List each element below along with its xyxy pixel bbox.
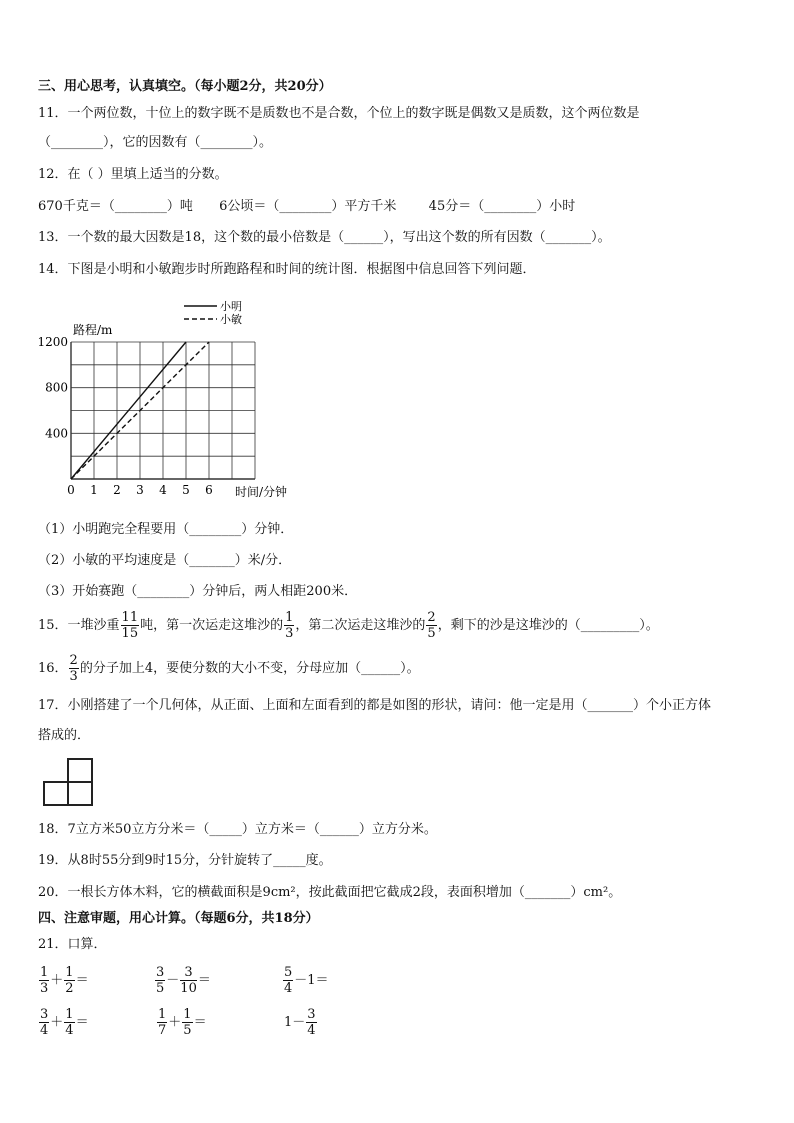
fraction-denominator: 7 — [158, 1023, 167, 1038]
q12-line2 — [38, 199, 575, 215]
x-tick-label: 5 — [182, 483, 190, 497]
q15-post: ，剩下的沙是这堆沙的（_________）。 — [437, 618, 659, 633]
legend-label-1: 小明 — [220, 300, 242, 313]
q14-text: 14．下图是小明和小敏跑步时所跑路程和时间的统计图．根据图中信息回答下列问题． — [38, 262, 536, 277]
fraction-numerator: 2 — [427, 610, 436, 625]
section-3-title: 三、用心思考，认真填空。（每小题2分，共20分） — [38, 79, 332, 94]
plus-sign: ＋ — [50, 1015, 64, 1030]
q20-text: 20．一根长方体木料，它的横截面积是9cm²，按此截面把它截成2段，表面积增加（_______）cm²。 — [38, 885, 622, 900]
q15-fraction-weight — [121, 610, 140, 641]
fraction — [180, 965, 197, 996]
q14-sub2: （2）小敏的平均速度是（_______）米/分． — [38, 553, 292, 568]
q21-item-6 — [284, 1004, 318, 1042]
fraction-denominator: 5 — [427, 626, 436, 641]
x-tick-label: 0 — [67, 483, 75, 497]
q15-mid2: ，第二次运走这堆沙的 — [295, 618, 426, 633]
q14-sub1: （1）小明跑完全程要用（________）分钟． — [38, 522, 294, 537]
q15-mid1: 吨，第一次运走这堆沙的 — [140, 618, 284, 633]
q16-pre: 16． — [38, 661, 68, 676]
distance-time-chart — [34, 296, 334, 506]
q15-fraction-first — [284, 610, 294, 641]
y-tick-label: 1200 — [37, 335, 68, 349]
fraction-denominator: 4 — [65, 1023, 74, 1038]
cube-top — [67, 758, 93, 783]
fraction-denominator: 15 — [121, 626, 139, 641]
q19-text: 19．从8时55分到9时15分，分针旋转了_____度。 — [38, 853, 332, 868]
x-tick-label: 3 — [136, 483, 144, 497]
fraction — [182, 1007, 192, 1038]
equals-sign: ＝ — [193, 1015, 207, 1030]
fraction-denominator: 5 — [156, 981, 165, 996]
fraction-denominator: 3 — [69, 669, 78, 684]
x-tick-label: 1 — [90, 483, 98, 497]
q21-title: 21．口算． — [38, 937, 107, 952]
fraction — [306, 1007, 316, 1038]
fraction-numerator: 2 — [69, 653, 78, 668]
fraction — [155, 965, 165, 996]
fraction-numerator: 3 — [40, 1007, 49, 1022]
fraction — [64, 965, 74, 996]
fraction — [39, 1007, 49, 1038]
equals-sign: ＝ — [75, 1015, 89, 1030]
fraction-numerator: 1 — [158, 1007, 167, 1022]
fraction-denominator: 4 — [40, 1023, 49, 1038]
fraction-denominator: 4 — [307, 1023, 316, 1038]
fraction-numerator: 11 — [121, 610, 139, 625]
x-tick-label: 4 — [159, 483, 167, 497]
fraction-numerator: 1 — [65, 1007, 74, 1022]
cube-bottom-left — [43, 781, 69, 806]
chart-grid — [71, 342, 255, 479]
minus-sign: － — [166, 973, 180, 988]
fraction-numerator: 3 — [156, 965, 165, 980]
q13-text: 13．一个数的最大因数是18，这个数的最小倍数是（______），写出这个数的所有因数（_______）。 — [38, 230, 611, 245]
fraction-numerator: 3 — [307, 1007, 316, 1022]
q16-line — [38, 651, 420, 687]
fraction-numerator: 1 — [285, 610, 294, 625]
q14-sub3: （3）开始赛跑（________）分钟后，两人相距200米． — [38, 584, 358, 599]
fraction-numerator: 5 — [284, 965, 293, 980]
q18-text: 18．7立方米50立方分米＝（_____）立方米＝（______）立方分米。 — [38, 822, 437, 837]
equals-sign: ＝ — [75, 973, 89, 988]
q21-item-4 — [38, 1004, 89, 1042]
fraction-denominator: 5 — [183, 1023, 192, 1038]
cube-view-figure — [43, 758, 93, 806]
y-tick-label: 800 — [45, 380, 68, 395]
y-axis-label: 路程/m — [73, 323, 113, 337]
fraction-numerator: 1 — [183, 1007, 192, 1022]
q21-item-1 — [38, 962, 89, 1000]
q11-line1: 11．一个两位数，十位上的数字既不是质数也不是合数，个位上的数字既是偶数又是质数，这个两位数是 — [38, 106, 640, 121]
fraction-denominator: 2 — [65, 981, 74, 996]
fraction-denominator: 3 — [40, 981, 49, 996]
q12-a: 670千克＝（________）吨 — [38, 199, 193, 214]
fraction-numerator: 3 — [180, 965, 197, 981]
plus-sign: ＋ — [168, 1015, 182, 1030]
q15-pre: 15．一堆沙重 — [38, 618, 120, 633]
equals-sign: ＝ — [197, 973, 211, 988]
expression-head: 1－ — [284, 1015, 306, 1030]
section-4-title: 四、注意审题，用心计算。（每题6分，共18分） — [38, 911, 319, 926]
fraction — [64, 1007, 74, 1038]
y-tick-label: 400 — [45, 426, 68, 441]
q17-line2: 搭成的． — [38, 728, 91, 743]
x-tick-label: 2 — [113, 483, 121, 497]
legend-label-2: 小敏 — [220, 313, 242, 326]
x-axis-label: 时间/分钟 — [235, 485, 288, 499]
fraction-denominator: 3 — [285, 626, 294, 641]
q12-b: 6公顷＝（________）平方千米 — [219, 199, 397, 214]
fraction-numerator: 1 — [65, 965, 74, 980]
q21-item-2 — [154, 962, 211, 1000]
q21-item-5 — [156, 1004, 207, 1042]
q21-item-3 — [282, 962, 329, 1000]
q15-fraction-second — [426, 610, 436, 641]
fraction-denominator: 10 — [180, 981, 197, 996]
plus-sign: ＋ — [50, 973, 64, 988]
fraction-numerator: 1 — [40, 965, 49, 980]
q12-c: 45分＝（________）小时 — [428, 199, 576, 214]
fraction-denominator: 4 — [284, 981, 293, 996]
q15-line — [38, 608, 659, 644]
fraction — [283, 965, 293, 996]
q17-line1: 17．小刚搭建了一个几何体，从正面、上面和左面看到的都是如图的形状，请问：他一定是用（_______）个小正方体 — [38, 698, 712, 713]
cube-bottom-right — [67, 781, 93, 806]
chart-labels — [37, 299, 287, 499]
q12-line1: 12．在（ ）里填上适当的分数。 — [38, 167, 228, 182]
fraction — [39, 965, 49, 996]
q16-fraction — [69, 653, 79, 684]
q16-post: 的分子加上4，要使分数的大小不变，分母应加（______）。 — [79, 661, 420, 676]
fraction — [157, 1007, 167, 1038]
x-tick-label: 6 — [205, 483, 213, 497]
expression-tail: －1＝ — [294, 973, 329, 988]
q11-line2: （________），它的因数有（________）。 — [38, 135, 273, 150]
